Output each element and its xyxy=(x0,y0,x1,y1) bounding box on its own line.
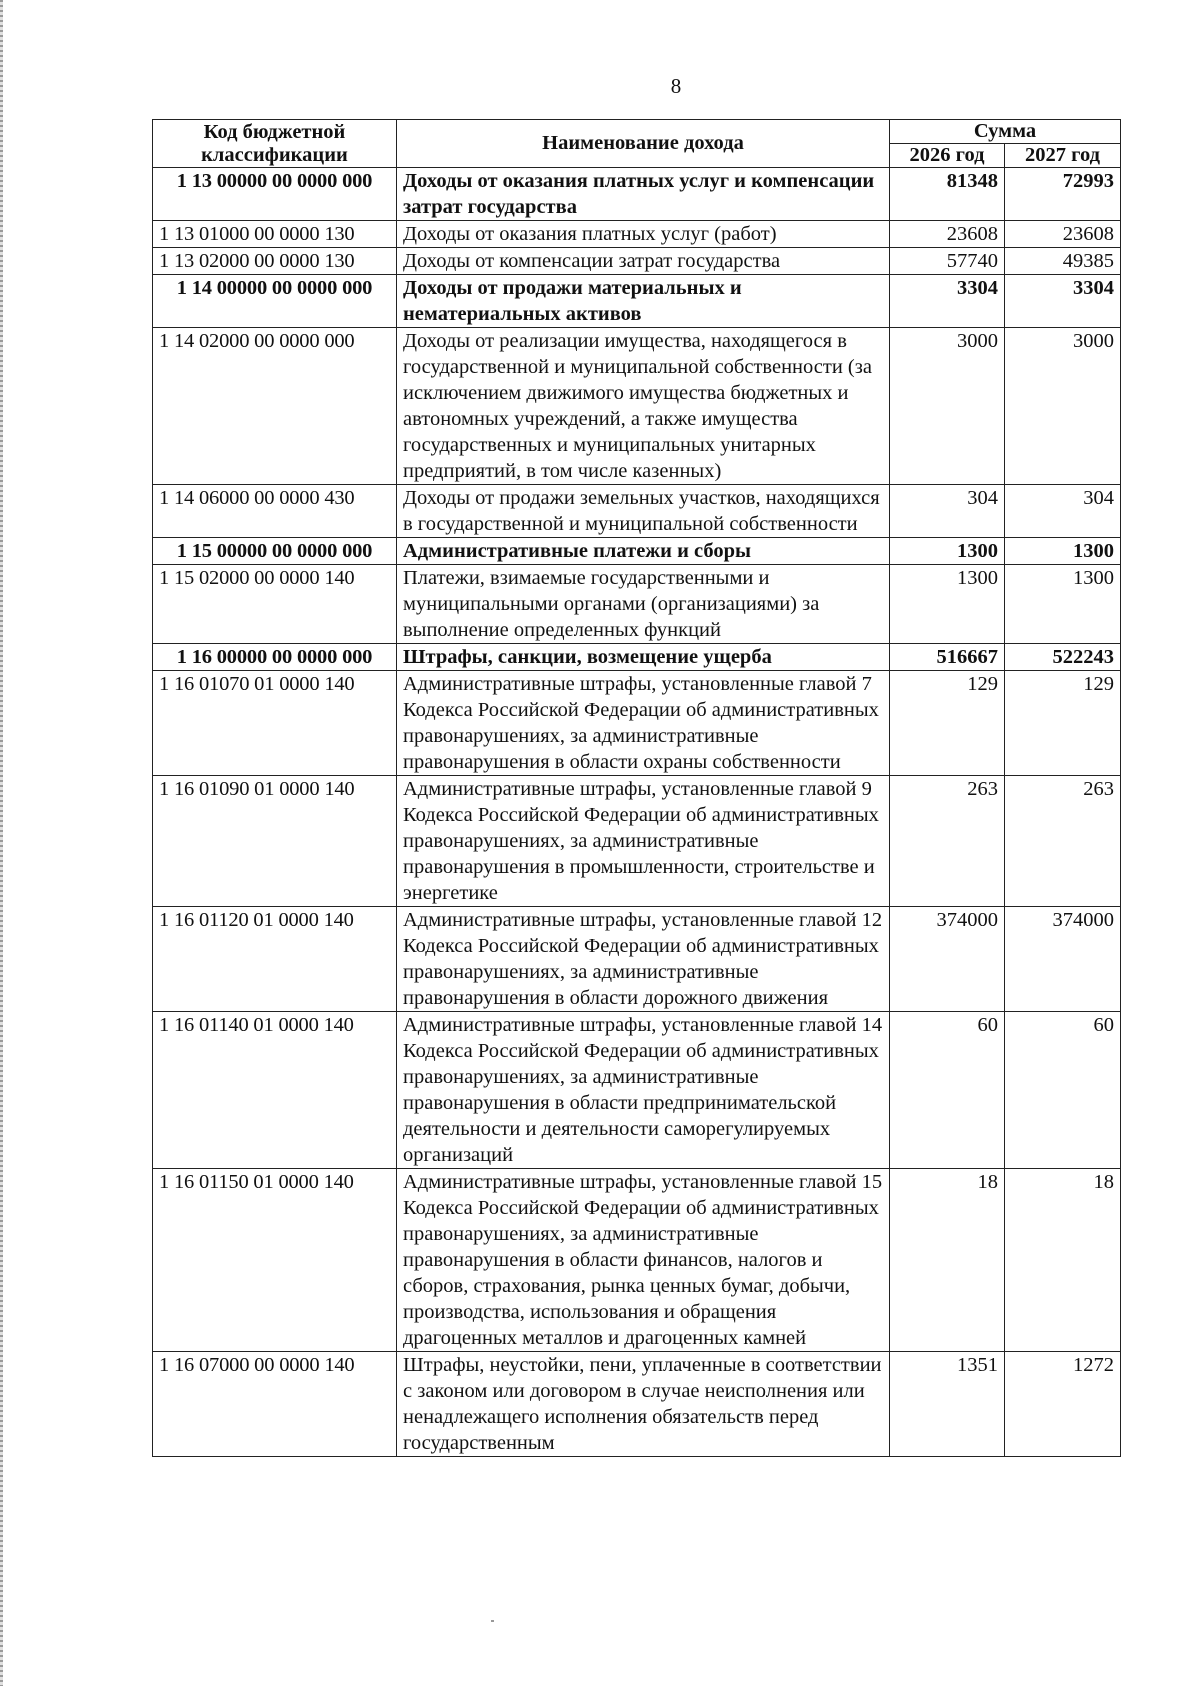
code-cell: 1 16 07000 00 0000 140 xyxy=(153,1352,397,1457)
header-year-2026: 2026 год xyxy=(890,144,1005,168)
name-cell: Административные штрафы, установленные главой 7 Кодекса Российской Федерации об административных правонарушениях, за административные правонарушения в области охраны собственности xyxy=(397,671,890,776)
amount-2026-cell: 304 xyxy=(890,485,1005,538)
name-cell: Административные штрафы, установленные главой 12 Кодекса Российской Федерации об административных правонарушениях, за административные правонарушения в области дорожного движения xyxy=(397,907,890,1012)
header-name: Наименование дохода xyxy=(397,120,890,168)
code-cell: 1 13 02000 00 0000 130 xyxy=(153,248,397,275)
code-cell: 1 16 01120 01 0000 140 xyxy=(153,907,397,1012)
code-cell: 1 15 00000 00 0000 000 xyxy=(153,538,397,565)
table-row xyxy=(153,1169,1121,1352)
table-row xyxy=(153,168,1121,221)
amount-2027-cell: 60 xyxy=(1005,1012,1121,1169)
amount-2026-cell: 23608 xyxy=(890,221,1005,248)
amount-2027-cell: 522243 xyxy=(1005,644,1121,671)
amount-2027-cell: 18 xyxy=(1005,1169,1121,1352)
amount-2026-cell: 3000 xyxy=(890,328,1005,485)
code-cell: 1 15 02000 00 0000 140 xyxy=(153,565,397,644)
name-cell: Доходы от продажи земельных участков, находящихся в государственной и муниципальной собственности xyxy=(397,485,890,538)
code-cell: 1 14 06000 00 0000 430 xyxy=(153,485,397,538)
amount-2026-cell: 516667 xyxy=(890,644,1005,671)
name-cell: Доходы от продажи материальных и нематериальных активов xyxy=(397,275,890,328)
amount-2027-cell: 49385 xyxy=(1005,248,1121,275)
code-cell: 1 16 00000 00 0000 000 xyxy=(153,644,397,671)
table-body xyxy=(153,168,1121,1457)
table-row xyxy=(153,221,1121,248)
amount-2026-cell: 3304 xyxy=(890,275,1005,328)
name-cell: Штрафы, санкции, возмещение ущерба xyxy=(397,644,890,671)
amount-2026-cell: 374000 xyxy=(890,907,1005,1012)
name-cell: Административные штрафы, установленные главой 14 Кодекса Российской Федерации об административных правонарушениях, за административные правонарушения в области предпринимательской деятельности и деятельности саморегулируемых организаций xyxy=(397,1012,890,1169)
scan-mark xyxy=(491,1620,494,1622)
amount-2026-cell: 1300 xyxy=(890,565,1005,644)
amount-2027-cell: 1300 xyxy=(1005,538,1121,565)
code-cell: 1 16 01090 01 0000 140 xyxy=(153,776,397,907)
code-cell: 1 14 00000 00 0000 000 xyxy=(153,275,397,328)
amount-2027-cell: 23608 xyxy=(1005,221,1121,248)
table-row xyxy=(153,644,1121,671)
table-row xyxy=(153,776,1121,907)
table-row xyxy=(153,248,1121,275)
amount-2026-cell: 18 xyxy=(890,1169,1005,1352)
header-code: Код бюджетной классификации xyxy=(153,120,397,168)
amount-2026-cell: 81348 xyxy=(890,168,1005,221)
header-sum: Сумма xyxy=(890,120,1121,144)
table-row xyxy=(153,328,1121,485)
amount-2026-cell: 60 xyxy=(890,1012,1005,1169)
amount-2026-cell: 1300 xyxy=(890,538,1005,565)
name-cell: Платежи, взимаемые государственными и муниципальными органами (организациями) за выполнение определенных функций xyxy=(397,565,890,644)
table-row xyxy=(153,485,1121,538)
name-cell: Доходы от реализации имущества, находящегося в государственной и муниципальной собственности (за исключением движимого имущества бюджетных и автономных учреждений, а также имущества государственных и муниципальных унитарных предприятий, в том числе казенных) xyxy=(397,328,890,485)
name-cell: Доходы от компенсации затрат государства xyxy=(397,248,890,275)
scan-edge xyxy=(0,0,3,1686)
table-row xyxy=(153,671,1121,776)
amount-2027-cell: 304 xyxy=(1005,485,1121,538)
revenue-table xyxy=(152,119,1121,1457)
code-cell: 1 13 01000 00 0000 130 xyxy=(153,221,397,248)
table-row xyxy=(153,538,1121,565)
amount-2027-cell: 1272 xyxy=(1005,1352,1121,1457)
table-row xyxy=(153,565,1121,644)
page-number: 8 xyxy=(670,74,682,98)
code-cell: 1 13 00000 00 0000 000 xyxy=(153,168,397,221)
name-cell: Административные штрафы, установленные главой 15 Кодекса Российской Федерации об административных правонарушениях, за административные правонарушения в области финансов, налогов и сборов, страхования, рынка ценных бумаг, добычи, производства, использования и обращения драгоценных металлов и драгоценных камней xyxy=(397,1169,890,1352)
code-cell: 1 16 01150 01 0000 140 xyxy=(153,1169,397,1352)
code-cell: 1 16 01140 01 0000 140 xyxy=(153,1012,397,1169)
amount-2027-cell: 72993 xyxy=(1005,168,1121,221)
table-row xyxy=(153,275,1121,328)
amount-2027-cell: 3304 xyxy=(1005,275,1121,328)
amount-2026-cell: 129 xyxy=(890,671,1005,776)
code-cell: 1 14 02000 00 0000 000 xyxy=(153,328,397,485)
amount-2026-cell: 1351 xyxy=(890,1352,1005,1457)
code-cell: 1 16 01070 01 0000 140 xyxy=(153,671,397,776)
name-cell: Доходы от оказания платных услуг и компенсации затрат государства xyxy=(397,168,890,221)
amount-2027-cell: 1300 xyxy=(1005,565,1121,644)
name-cell: Административные штрафы, установленные главой 9 Кодекса Российской Федерации об административных правонарушениях, за административные правонарушения в промышленности, строительстве и энергетике xyxy=(397,776,890,907)
amount-2027-cell: 374000 xyxy=(1005,907,1121,1012)
table-row xyxy=(153,1352,1121,1457)
amount-2026-cell: 263 xyxy=(890,776,1005,907)
name-cell: Административные платежи и сборы xyxy=(397,538,890,565)
table-row xyxy=(153,1012,1121,1169)
amount-2027-cell: 129 xyxy=(1005,671,1121,776)
name-cell: Доходы от оказания платных услуг (работ) xyxy=(397,221,890,248)
header-year-2027: 2027 год xyxy=(1005,144,1121,168)
table-row xyxy=(153,907,1121,1012)
amount-2027-cell: 3000 xyxy=(1005,328,1121,485)
amount-2027-cell: 263 xyxy=(1005,776,1121,907)
name-cell: Штрафы, неустойки, пени, уплаченные в соответствии с законом или договором в случае неисполнения или ненадлежащего исполнения обязательств перед государственным xyxy=(397,1352,890,1457)
amount-2026-cell: 57740 xyxy=(890,248,1005,275)
